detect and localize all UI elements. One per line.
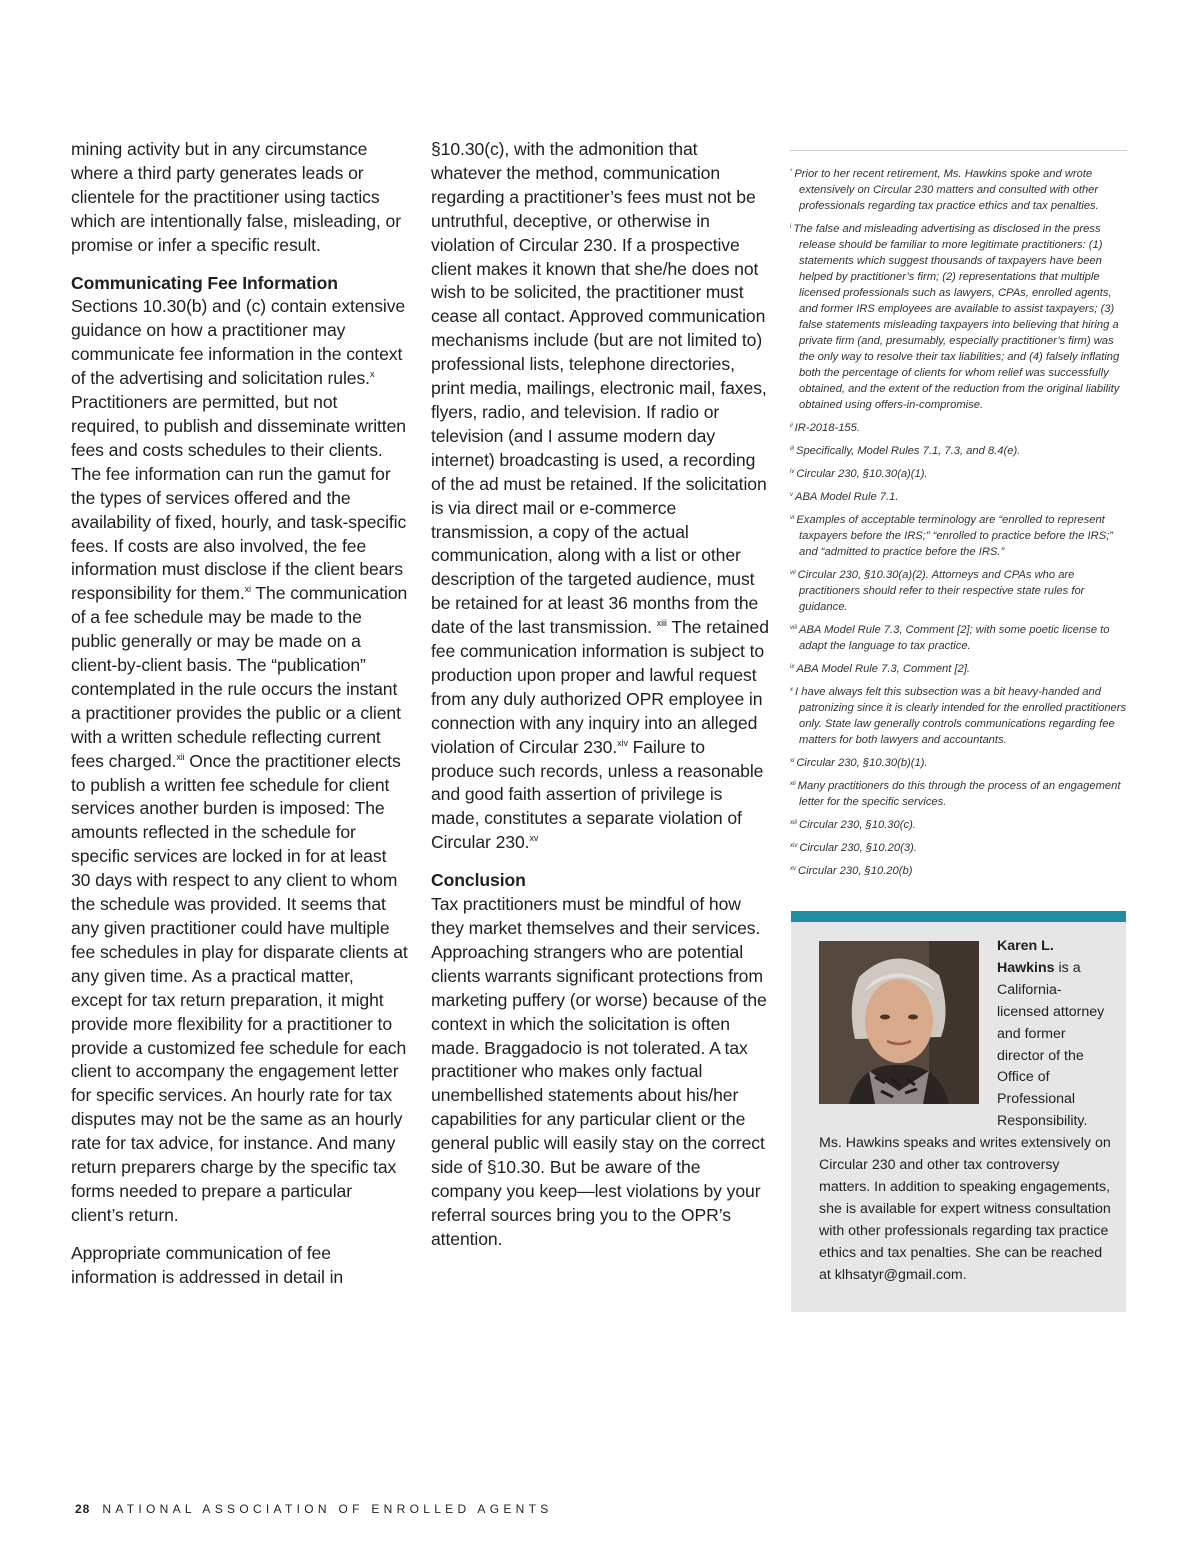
endnote [790,166,1127,214]
endnotes-divider [790,150,1127,151]
endnote-text: Specifically, Model Rules 7.1, 7.3, and 8.4(e). [796,445,1021,457]
page-footer [75,1502,553,1516]
endnote-ref[interactable]: xiv [617,737,628,748]
paragraph [431,138,769,855]
endnote-ref[interactable]: xv [529,833,539,844]
endnote-mark: iii [790,446,794,452]
publication-name: NATIONAL ASSOCIATION OF ENROLLED AGENTS [102,1502,553,1516]
text: The retained fee communication information is subject to production upon proper and lawful request from any duly authorized OPR employee in connection with any inquiry into an alleged violation of Circular 230. [431,617,769,757]
endnote-text: The false and misleading advertising as disclosed in the press release should be familiar to more legitimate practitioners: (1) statements which suggest thousands of taxpayers have been helped by practitioner’s firm; (2) representations that multiple licensed professionals such as lawyers, CPAs, enrolled agents, and former IRS employees are available to assist taxpayers; (3) false statements misleading taxpayers into believing that hiring a private firm (and, presumably, especially practitioner’s firm) was the only way to resolve their tax liabilities; and (4) falsely inflating both the percentage of clients for whom relief was successfully obtained, and the extent of the reduction from the original liability obtained using offers-in-compromise. [793,223,1120,411]
endnote-ref[interactable]: xii [176,751,185,762]
endnote-text: Circular 230, §10.30(b)(1). [796,757,928,769]
endnotes-list [790,166,1127,886]
endnote-ref[interactable]: x [369,369,375,380]
endnote-text: Prior to her recent retirement, Ms. Hawkins spoke and wrote extensively on Circular 230 matters and consulted with other professionals regarding tax practice ethics and tax penalties. [794,168,1099,212]
endnote-mark: xiii [790,820,797,826]
endnote-text: IR-2018-155. [794,422,860,434]
paragraph [71,295,409,1227]
paragraph: Appropriate communication of fee information is addressed in detail in [71,1242,344,1287]
endnote [790,817,1127,833]
paragraph: Tax practitioners must be mindful of how they market themselves and their services. Approaching strangers who are potential clients warrants significant protections from marketing puffery (or worse) because of the context in which the solicitation is often made. Braggadocio is not tolerated. A tax practitioner who makes only factual unembellished statements about his/her capabilities for any particular client or the general public will easily stay on the correct side of §10.30. But be aware of the company you keep—lest violations by your referral sources bring you to the OPR’s attention. [431,894,767,1249]
author-bio-text [819,936,1111,1287]
endnote-text: Many practitioners do this through the process of an engagement letter for the specific services. [797,780,1121,808]
endnote [790,840,1127,856]
section-heading-conclusion: Conclusion [431,870,526,891]
endnote-mark: xv [790,866,796,872]
author-name: Karen L. Hawkins [997,938,1055,976]
text: Failure to produce such records, unless a reasonable and good faith assertion of privilege is made, constitutes a separate violation of Circular 230. [431,736,764,853]
endnote [790,622,1127,654]
endnote-ref[interactable]: xi [244,584,251,595]
text: Once the practitioner elects to publish a written fee schedule for client services another burden is imposed: The amounts reflected in the schedule for specific services are locked in for at least 30 days with respect to any client to whom the schedule was provided. It seems that any given practitioner could have multiple fee schedules in play for disparate clients at any given time. As a practical matter, except for tax return preparation, it might provide more flexibility for a practitioner to provide a customized fee schedule for each client to accompany the engagement letter for specific services. An hourly rate for tax disputes may not be the same as an hourly rate for tax advice, for instance. And many return preparers charge by the specific tax forms needed to prepare a particular client’s return. [71,750,408,1225]
endnote [790,661,1127,677]
endnote-text: Examples of acceptable terminology are “enrolled to represent taxpayers before the IRS;” “enrolled to practice before the IRS;” and “admitted to practice before the IRS.” [796,514,1114,558]
endnote-text: Circular 230, §10.30(c). [799,819,916,831]
endnote-text: Circular 230, §10.20(3). [799,842,917,854]
endnote-ref[interactable]: xiii [656,618,667,629]
endnote-mark: vi [790,515,795,521]
endnote-mark: v [790,492,793,498]
endnote [790,778,1127,810]
endnote-mark: vii [790,570,796,576]
endnote-mark: ix [790,664,795,670]
endnote-mark: iv [790,469,795,475]
endnote-text: I have always felt this subsection was a bit heavy-handed and patronizing since it is clearly intended for the enrolled practitioners only. State law generally controls communications regarding fee matters for both lawyers and accountants. [795,686,1127,746]
bio-accent-bar [791,911,1126,922]
text: The communication of a fee schedule may be made to the public generally or may be made on a client-by-client basis. The “publication” contemplated in the rule occurs the instant a practitioner provides the public or a client with a written schedule reflecting current fees charged. [71,583,408,771]
endnote [790,684,1127,748]
endnote-mark: xi [790,758,795,764]
endnote-text: Circular 230, §10.30(a)(2). Attorneys and CPAs who are practitioners should refer to their respective state rules for guidance. [797,569,1085,613]
endnote-text: ABA Model Rule 7.3, Comment [2]. [796,663,971,675]
text: Practitioners are permitted, but not required, to publish and disseminate written fees and costs schedules to their clients. The fee information can run the gamut for the types of services offered and the availability of fixed, hourly, and task-specific fees. If costs are also involved, the fee information must disclose if the client bears responsibility for them. [71,392,407,604]
paragraph: mining activity but in any circumstance where a third party generates leads or clientele for the practitioner using tactics which are intentionally false, misleading, or promise or infer a specific result. [71,139,401,255]
article-column-middle [431,138,769,1266]
text: Sections 10.30(b) and (c) contain extensive guidance on how a practitioner may communicate fee information in the context of the advertising and solicitation rules. [71,296,406,389]
endnote [790,443,1127,459]
author-bio-body: is a California-licensed attorney and former director of the Office of Professional Responsibility. Ms. Hawkins speaks and writes extensively on Circular 230 and other tax controversy matters. In addition to speaking engagements, she is available for expert witness consultation with other professionals regarding tax practice ethics and tax penalties. She can be reached at klhsatyr@gmail.com. [819,959,1111,1283]
endnote-mark: xii [790,781,796,787]
endnote-mark: * [790,169,793,175]
section-heading-fee-information: Communicating Fee Information [71,272,338,293]
endnote [790,466,1127,482]
endnote-mark: xiv [790,843,798,849]
endnote-text: ABA Model Rule 7.1. [795,491,899,503]
endnote [790,489,1127,505]
page-number: 28 [75,1502,91,1516]
endnote [790,420,1127,436]
text: §10.30(c), with the admonition that whatever the method, communication regarding a practitioner’s fees must not be untruthful, deceptive, or otherwise in violation of Circular 230. If a prospective client makes it known that she/he does not wish to be solicited, the practitioner must cease all contact. Approved communication mechanisms include (but are not limited to) professional lists, telephone directories, print media, mailings, electronic mail, faxes, flyers, radio, and television. If radio or television (and I assume modern day internet) broadcasting is used, a recording of the ad must be retained. If the solicitation is via direct mail or e-commerce transmission, a copy of the actual communication, along with a list or other description of the targeted audience, must be retained for at least 36 months from the date of the last transmission. [431,139,767,638]
endnote [790,755,1127,771]
endnote-text: ABA Model Rule 7.3, Comment [2]; with some poetic license to adapt the language to tax practice. [799,624,1110,652]
photo-spacer [819,936,997,1112]
endnote [790,512,1127,560]
endnote-text: Circular 230, §10.20(b) [798,865,913,877]
endnote-mark: ii [790,423,793,429]
endnote [790,863,1127,879]
endnote-text: Circular 230, §10.30(a)(1). [796,468,928,480]
article-column-left [71,138,409,1304]
endnote-mark: x [790,687,793,693]
endnote [790,567,1127,615]
endnote-mark: viii [790,625,797,631]
endnote [790,221,1127,413]
endnote-mark: i [790,224,792,230]
